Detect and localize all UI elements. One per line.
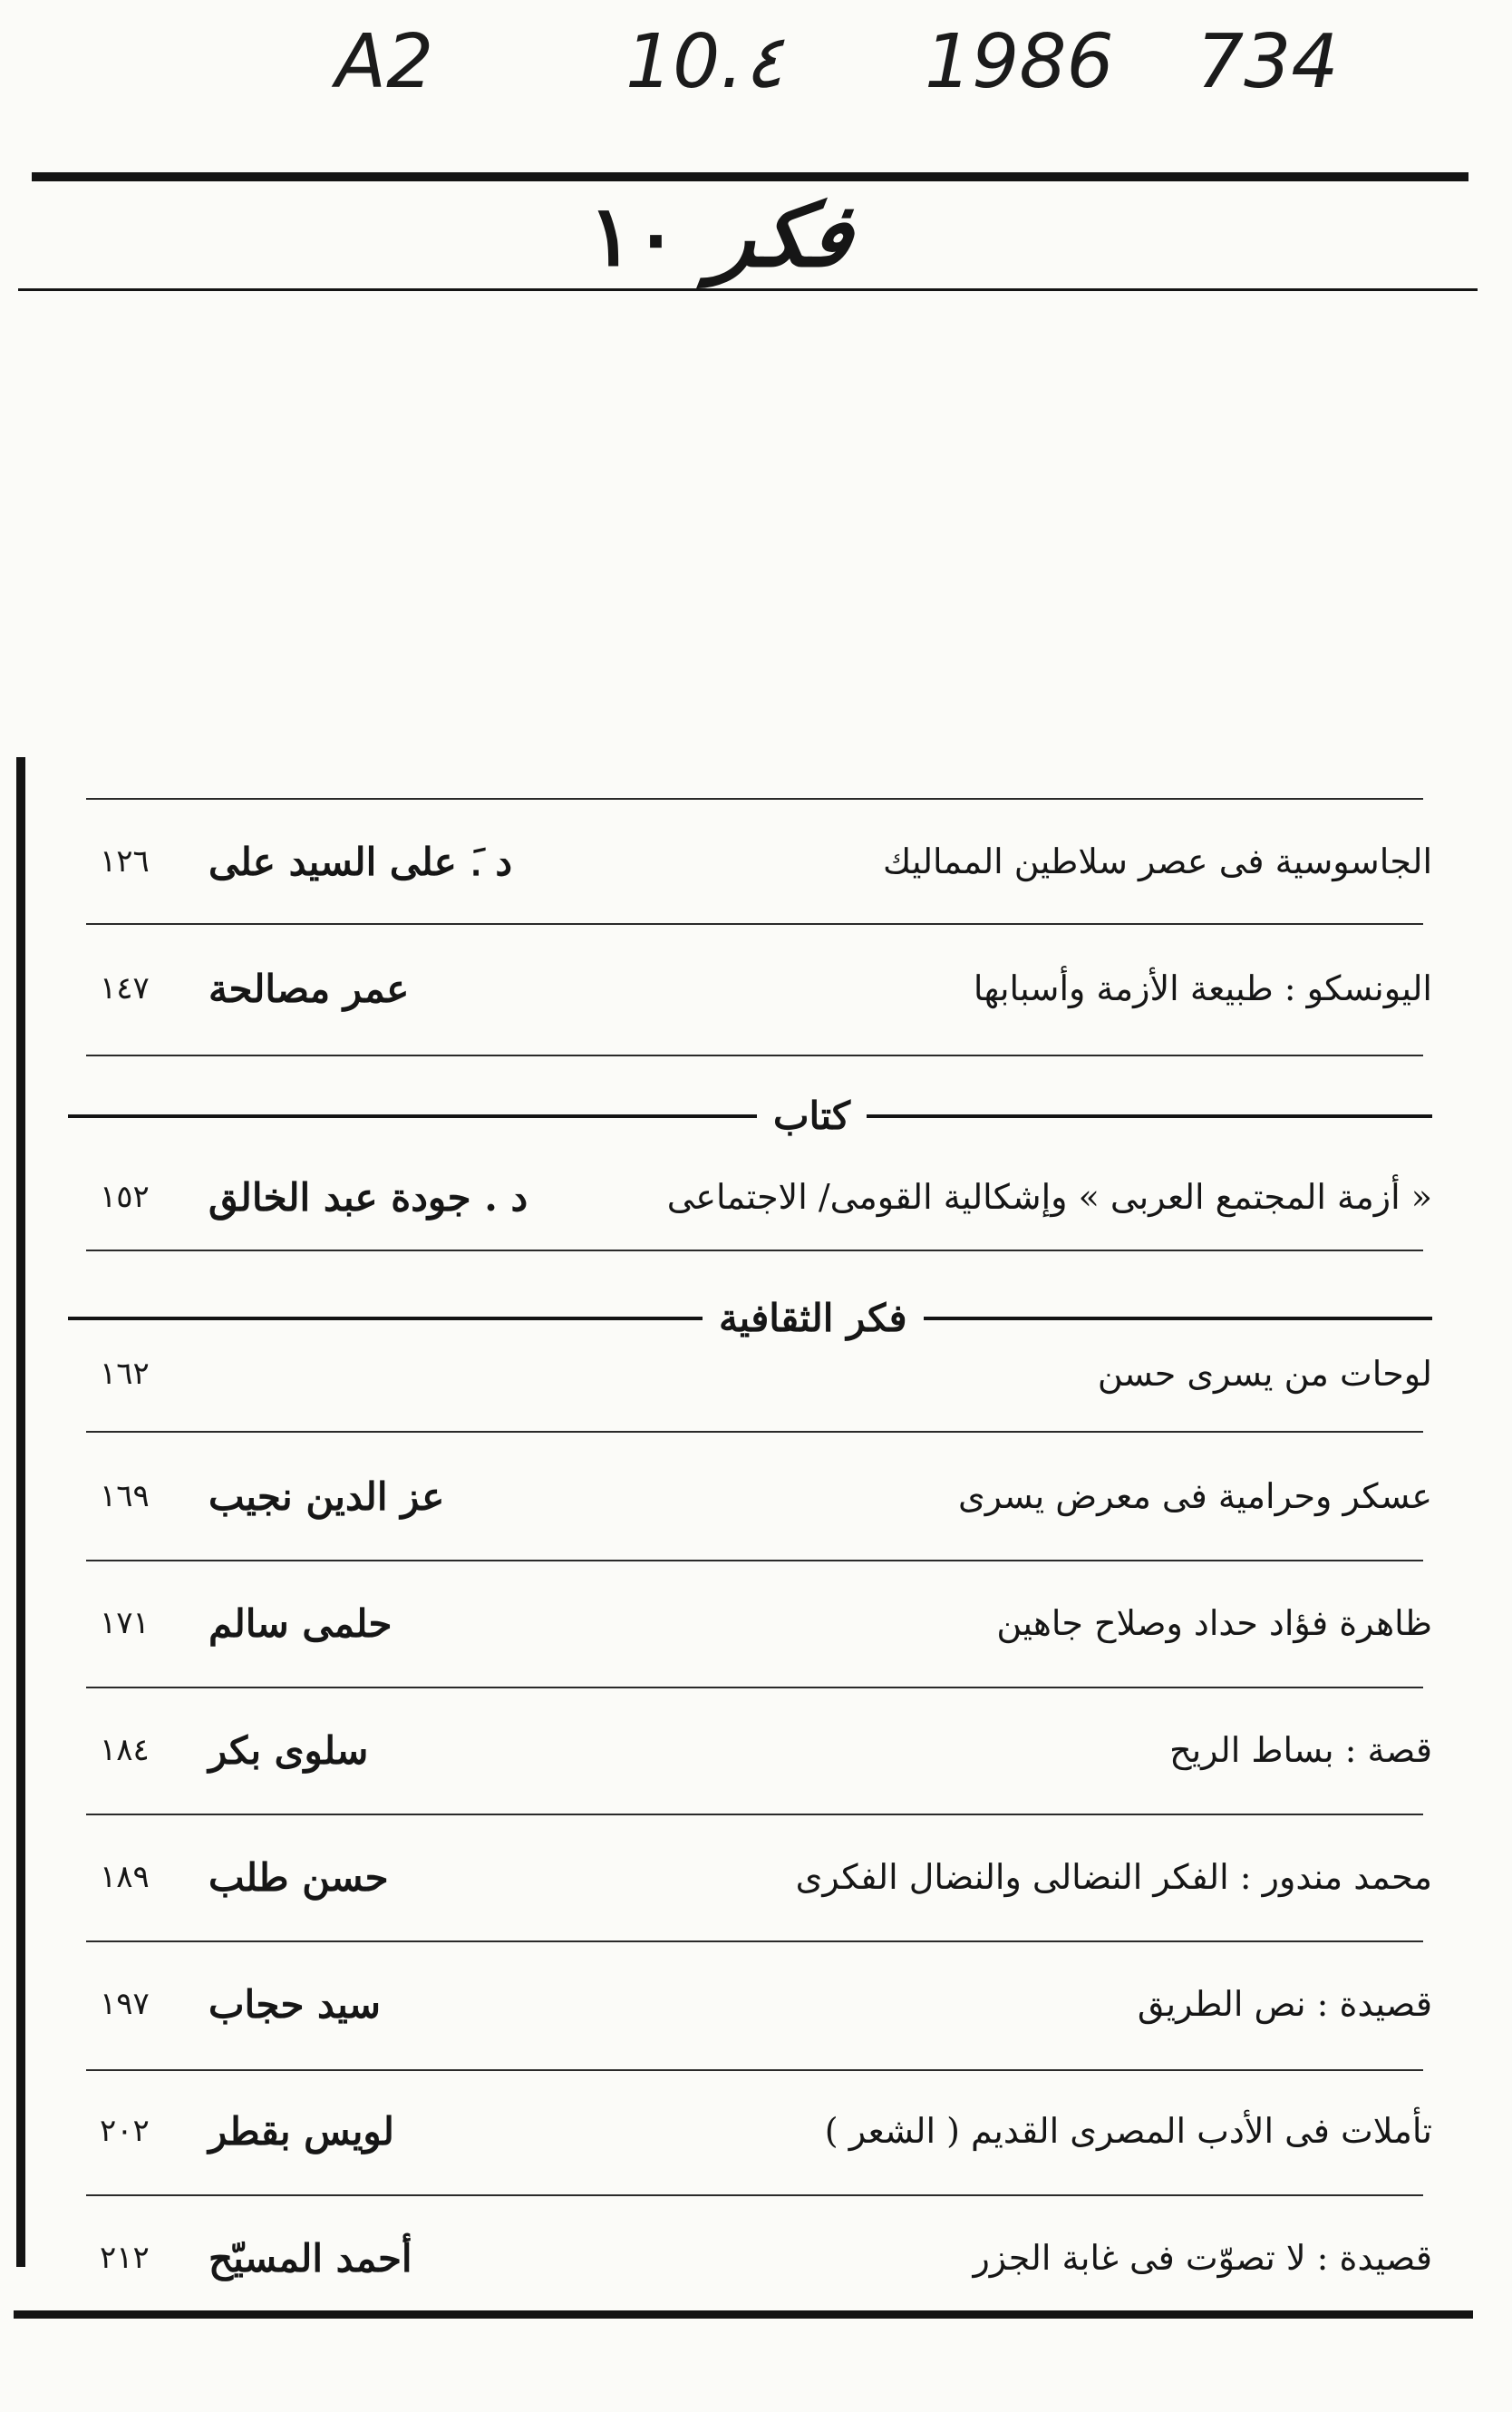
article-title: اليونسكو : طبيعة الأزمة وأسبابها: [973, 968, 1432, 1008]
article-author: عمر مصالحة: [208, 966, 410, 1011]
article-title: قصة : بساط الريح: [1169, 1730, 1432, 1770]
page-number: ١٩٧: [100, 1986, 150, 2022]
row-divider: [86, 1250, 1423, 1251]
article-title: قصيدة : لا تصوّت فى غابة الجزر: [973, 2238, 1432, 2278]
article-author: لويس بقطر: [208, 2108, 394, 2154]
row-divider: [86, 1814, 1423, 1815]
handwritten-date: 10.٤: [625, 19, 784, 105]
article-title: « أزمة المجتمع العربى » وإشكالية القومى/ الاجتماعى: [666, 1177, 1432, 1217]
toc-row: [82, 1582, 1432, 1664]
toc-row: [82, 1709, 1432, 1791]
article-title: محمد مندور : الفكر النضالى والنضال الفكرى: [795, 1857, 1432, 1897]
article-title: تأملات فى الأدب المصرى القديم ( الشعر ): [824, 2111, 1432, 2151]
article-author: حسن طلب: [208, 1854, 389, 1900]
row-divider: [86, 2194, 1423, 2196]
page-number: ٢١٢: [100, 2240, 150, 2276]
article-title: لوحات من يسرى حسن: [1097, 1354, 1432, 1394]
row-divider: [86, 1687, 1423, 1688]
row-divider: [86, 1431, 1423, 1433]
article-title: عسكر وحرامية فى معرض يسرى: [957, 1476, 1432, 1516]
article-title: ظاهرة فؤاد حداد وصلاح جاهين: [996, 1603, 1432, 1643]
row-divider: [86, 798, 1423, 800]
page-number: ١٢٦: [100, 843, 150, 880]
toc-row: [82, 1333, 1432, 1415]
article-author: سيد حجاب: [208, 1981, 381, 2027]
article-author: سلوى بكر: [208, 1727, 369, 1773]
row-divider: [86, 1940, 1423, 1942]
article-title: قصيدة : نص الطريق: [1137, 1984, 1432, 2024]
article-title: الجاسوسية فى عصر سلاطين المماليك: [882, 841, 1432, 881]
toc-row: [82, 1156, 1432, 1238]
left-margin-bar: [16, 757, 25, 2267]
article-author: أحمد المسيّح: [208, 2235, 412, 2281]
row-divider: [86, 1055, 1423, 1056]
page-number: ١٨٩: [100, 1859, 150, 1895]
article-author: حلمى سالم: [208, 1600, 393, 1646]
toc-row: [82, 2090, 1432, 2172]
page-number: ١٦٢: [100, 1356, 150, 1392]
section-rule: [68, 1114, 1432, 1118]
page-number: ٢٠٢: [100, 2113, 150, 2149]
issue-number: ١٠: [588, 187, 679, 285]
top-thick-rule: [32, 172, 1468, 181]
handwritten-year: 1986: [925, 19, 1114, 105]
toc-row: [82, 821, 1432, 902]
handwritten-number: 734: [1197, 19, 1339, 105]
toc-row: [82, 1963, 1432, 2045]
toc-row: [82, 2217, 1432, 2299]
toc-row: [82, 1836, 1432, 1918]
section-header-book: [68, 1084, 1432, 1147]
row-divider: [86, 1560, 1423, 1561]
bottom-thick-rule: [14, 2310, 1473, 2319]
handwritten-code: A2: [335, 19, 434, 105]
page-number: ١٨٤: [100, 1732, 150, 1768]
section-heading: كتاب: [757, 1084, 867, 1147]
page-number: ١٦٩: [100, 1478, 150, 1514]
article-author: د . جودة عبد الخالق: [208, 1174, 528, 1220]
article-author: د .َ على السيد على: [208, 839, 513, 884]
masthead: [562, 184, 860, 287]
toc-row: [82, 1455, 1432, 1537]
page-number: ١٤٧: [100, 970, 150, 1007]
article-author: عز الدين نجيب: [208, 1473, 445, 1519]
toc-row: [82, 948, 1432, 1029]
row-divider: [86, 923, 1423, 925]
magazine-logo: فكر: [707, 184, 860, 287]
page-number: ١٥٢: [100, 1179, 150, 1215]
masthead-bottom-rule: [18, 288, 1478, 291]
section-heading: فكر الثقافية: [703, 1286, 924, 1349]
page-number: ١٧١: [100, 1605, 150, 1641]
row-divider: [86, 2069, 1423, 2071]
